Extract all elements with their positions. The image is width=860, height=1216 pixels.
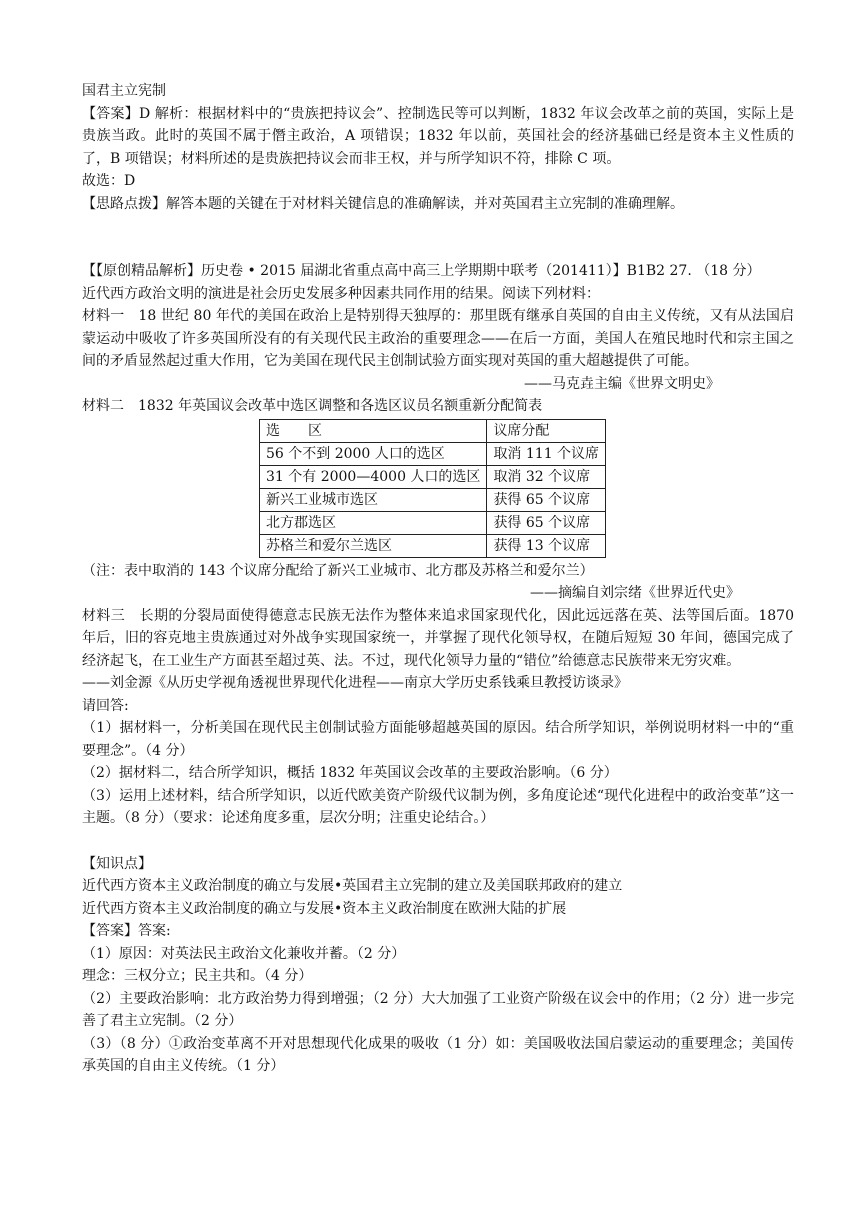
material-three-source: ——刘金源《从历史学视角透视世界现代化进程——南京大学历史系钱乘旦教授访谈录》 bbox=[82, 675, 628, 691]
table-cell: 取消 111 个议席 bbox=[487, 442, 606, 465]
material-three: 材料三 长期的分裂局面使得德意志民族无法作为整体来追求国家现代化，因此远远落在英、法等国后面。1870 年后，旧的容克地主贵族通过对外战争实现国家统一，并掌握了现代化领导权，在随后短短 30 年间，德国完成了经济起飞，在工业生产方面甚至超过英、法。不过，现代化领导力量的“错位”给德意志民族带来无穷灾难。 bbox=[82, 607, 794, 669]
document-page bbox=[82, 80, 794, 1078]
prev-answer: 【答案】D 解析：根据材料中的“贵族把持议会”、控制选民等可以判断，1832 年议会改革之前的英国，实际上是贵族当政。此时的英国不属于僭主政治，A 项错误；1832 年以前，英国社会的经济基础已经是资本主义性质的了，B 项错误；材料所述的是贵族把持议会而非王权，并与所学知识不符，排除 C 项。 bbox=[82, 105, 794, 167]
table-cell: 获得 65 个议席 bbox=[487, 511, 606, 534]
table-cell: 苏格兰和爱尔兰选区 bbox=[260, 534, 487, 557]
table-cell: 新兴工业城市选区 bbox=[260, 488, 487, 511]
knowledge-point-1: 近代西方资本主义政治制度的确立与发展•英国君主立宪制的建立及美国联邦政府的建立 bbox=[82, 878, 623, 894]
table-cell: 北方郡选区 bbox=[260, 511, 487, 534]
answer-3: （3）（8 分）①政治变革离不开对思想现代化成果的吸收（1 分）如：美国吸收法国启蒙运动的重要理念；美国传承英国的自由主义传统。（1 分） bbox=[82, 1035, 794, 1074]
spacer bbox=[82, 830, 794, 853]
table-header-cell: 选 区 bbox=[260, 419, 487, 442]
prev-topic-line: 国君主立宪制 bbox=[82, 83, 166, 99]
material-one-source: ——马克垚主编《世界文明史》 bbox=[524, 375, 720, 392]
table-row bbox=[260, 488, 606, 511]
question-intro: 近代西方政治文明的演进是社会历史发展多种因素共同作用的结果。阅读下列材料： bbox=[82, 285, 600, 302]
table-row bbox=[260, 534, 606, 557]
table-row bbox=[260, 442, 606, 465]
prev-choice: 故选：D bbox=[82, 173, 136, 189]
table-row bbox=[260, 511, 606, 534]
answer-1b: 理念：三权分立；民主共和。（4 分） bbox=[82, 968, 313, 984]
answer-1: （1）原因：对英法民主政治文化兼收并蓄。（2 分） bbox=[82, 945, 406, 962]
sub-question-1: （1）据材料一，分析美国在现代民主创制试验方面能够超越英国的原因。结合所学知识，举例说明材料一中的“重要理念”。（4 分） bbox=[82, 720, 794, 759]
table-cell: 取消 32 个议席 bbox=[487, 465, 606, 488]
sub-question-2: （2）据材料二，结合所学知识，概括 1832 年英国议会改革的主要政治影响。（6 分） bbox=[82, 765, 618, 781]
table-header-row bbox=[260, 419, 606, 442]
table-header-cell: 议席分配 bbox=[487, 419, 606, 442]
material-two-source: ——摘编自刘宗绪《世界近代史》 bbox=[530, 585, 740, 601]
table-row bbox=[260, 465, 606, 488]
knowledge-point-2: 近代西方资本主义政治制度的确立与发展•资本主义政治制度在欧洲大陆的扩展 bbox=[82, 900, 567, 917]
knowledge-label: 【知识点】 bbox=[82, 855, 152, 872]
prev-tip: 【思路点拨】解答本题的关键在于对材料关键信息的准确解读，并对英国君主立宪制的准确理解。 bbox=[82, 195, 684, 212]
question-header: 【【原创精品解析】历史卷 • 2015 届湖北省重点高中高三上学期期中联考（201411）】B1B2 27. （18 分） bbox=[82, 263, 761, 279]
material-one: 材料一 18 世纪 80 年代的美国在政治上是特别得天独厚的：那里既有继承自英国的自由主义传统，又有从法国启蒙运动中吸收了许多英国所没有的有关现代民主政治的重要理念——在后一方面，美国人在殖民地时代和宗主国之间的矛盾显然起过重大作用，它为美国在现代民主创制试验方面实现对英国的重大超越提供了可能。 bbox=[82, 308, 794, 369]
answer-label: 【答案】答案: bbox=[82, 923, 171, 939]
answer-2: （2）主要政治影响：北方政治势力得到增强；（2 分）大大加强了工业资产阶级在议会中的作用；（2 分）进一步完善了君主立宪制。（2 分） bbox=[82, 990, 794, 1029]
sub-question-3: （3）运用上述材料，结合所学知识，以近代欧美资产阶级代议制为例，多角度论述“现代化进程中的政治变革”这一主题。（8 分）（要求：论述角度多重，层次分明；注重史论结合。） bbox=[82, 787, 794, 826]
table-cell: 31 个有 2000—4000 人口的选区 bbox=[260, 465, 487, 488]
table-cell: 获得 13 个议席 bbox=[487, 534, 606, 557]
seat-redistribution-table bbox=[259, 419, 606, 558]
table-cell: 56 个不到 2000 人口的选区 bbox=[260, 442, 487, 465]
table-cell: 获得 65 个议席 bbox=[487, 488, 606, 511]
spacer bbox=[82, 215, 794, 260]
material-two: 材料二 1832 年英国议会改革中选区调整和各选区议员名额重新分配简表 bbox=[82, 398, 543, 414]
ask-prompt: 请回答: bbox=[82, 697, 129, 714]
table-note: （注：表中取消的 143 个议席分配给了新兴工业城市、北方郡及苏格兰和爱尔兰） bbox=[82, 562, 594, 579]
